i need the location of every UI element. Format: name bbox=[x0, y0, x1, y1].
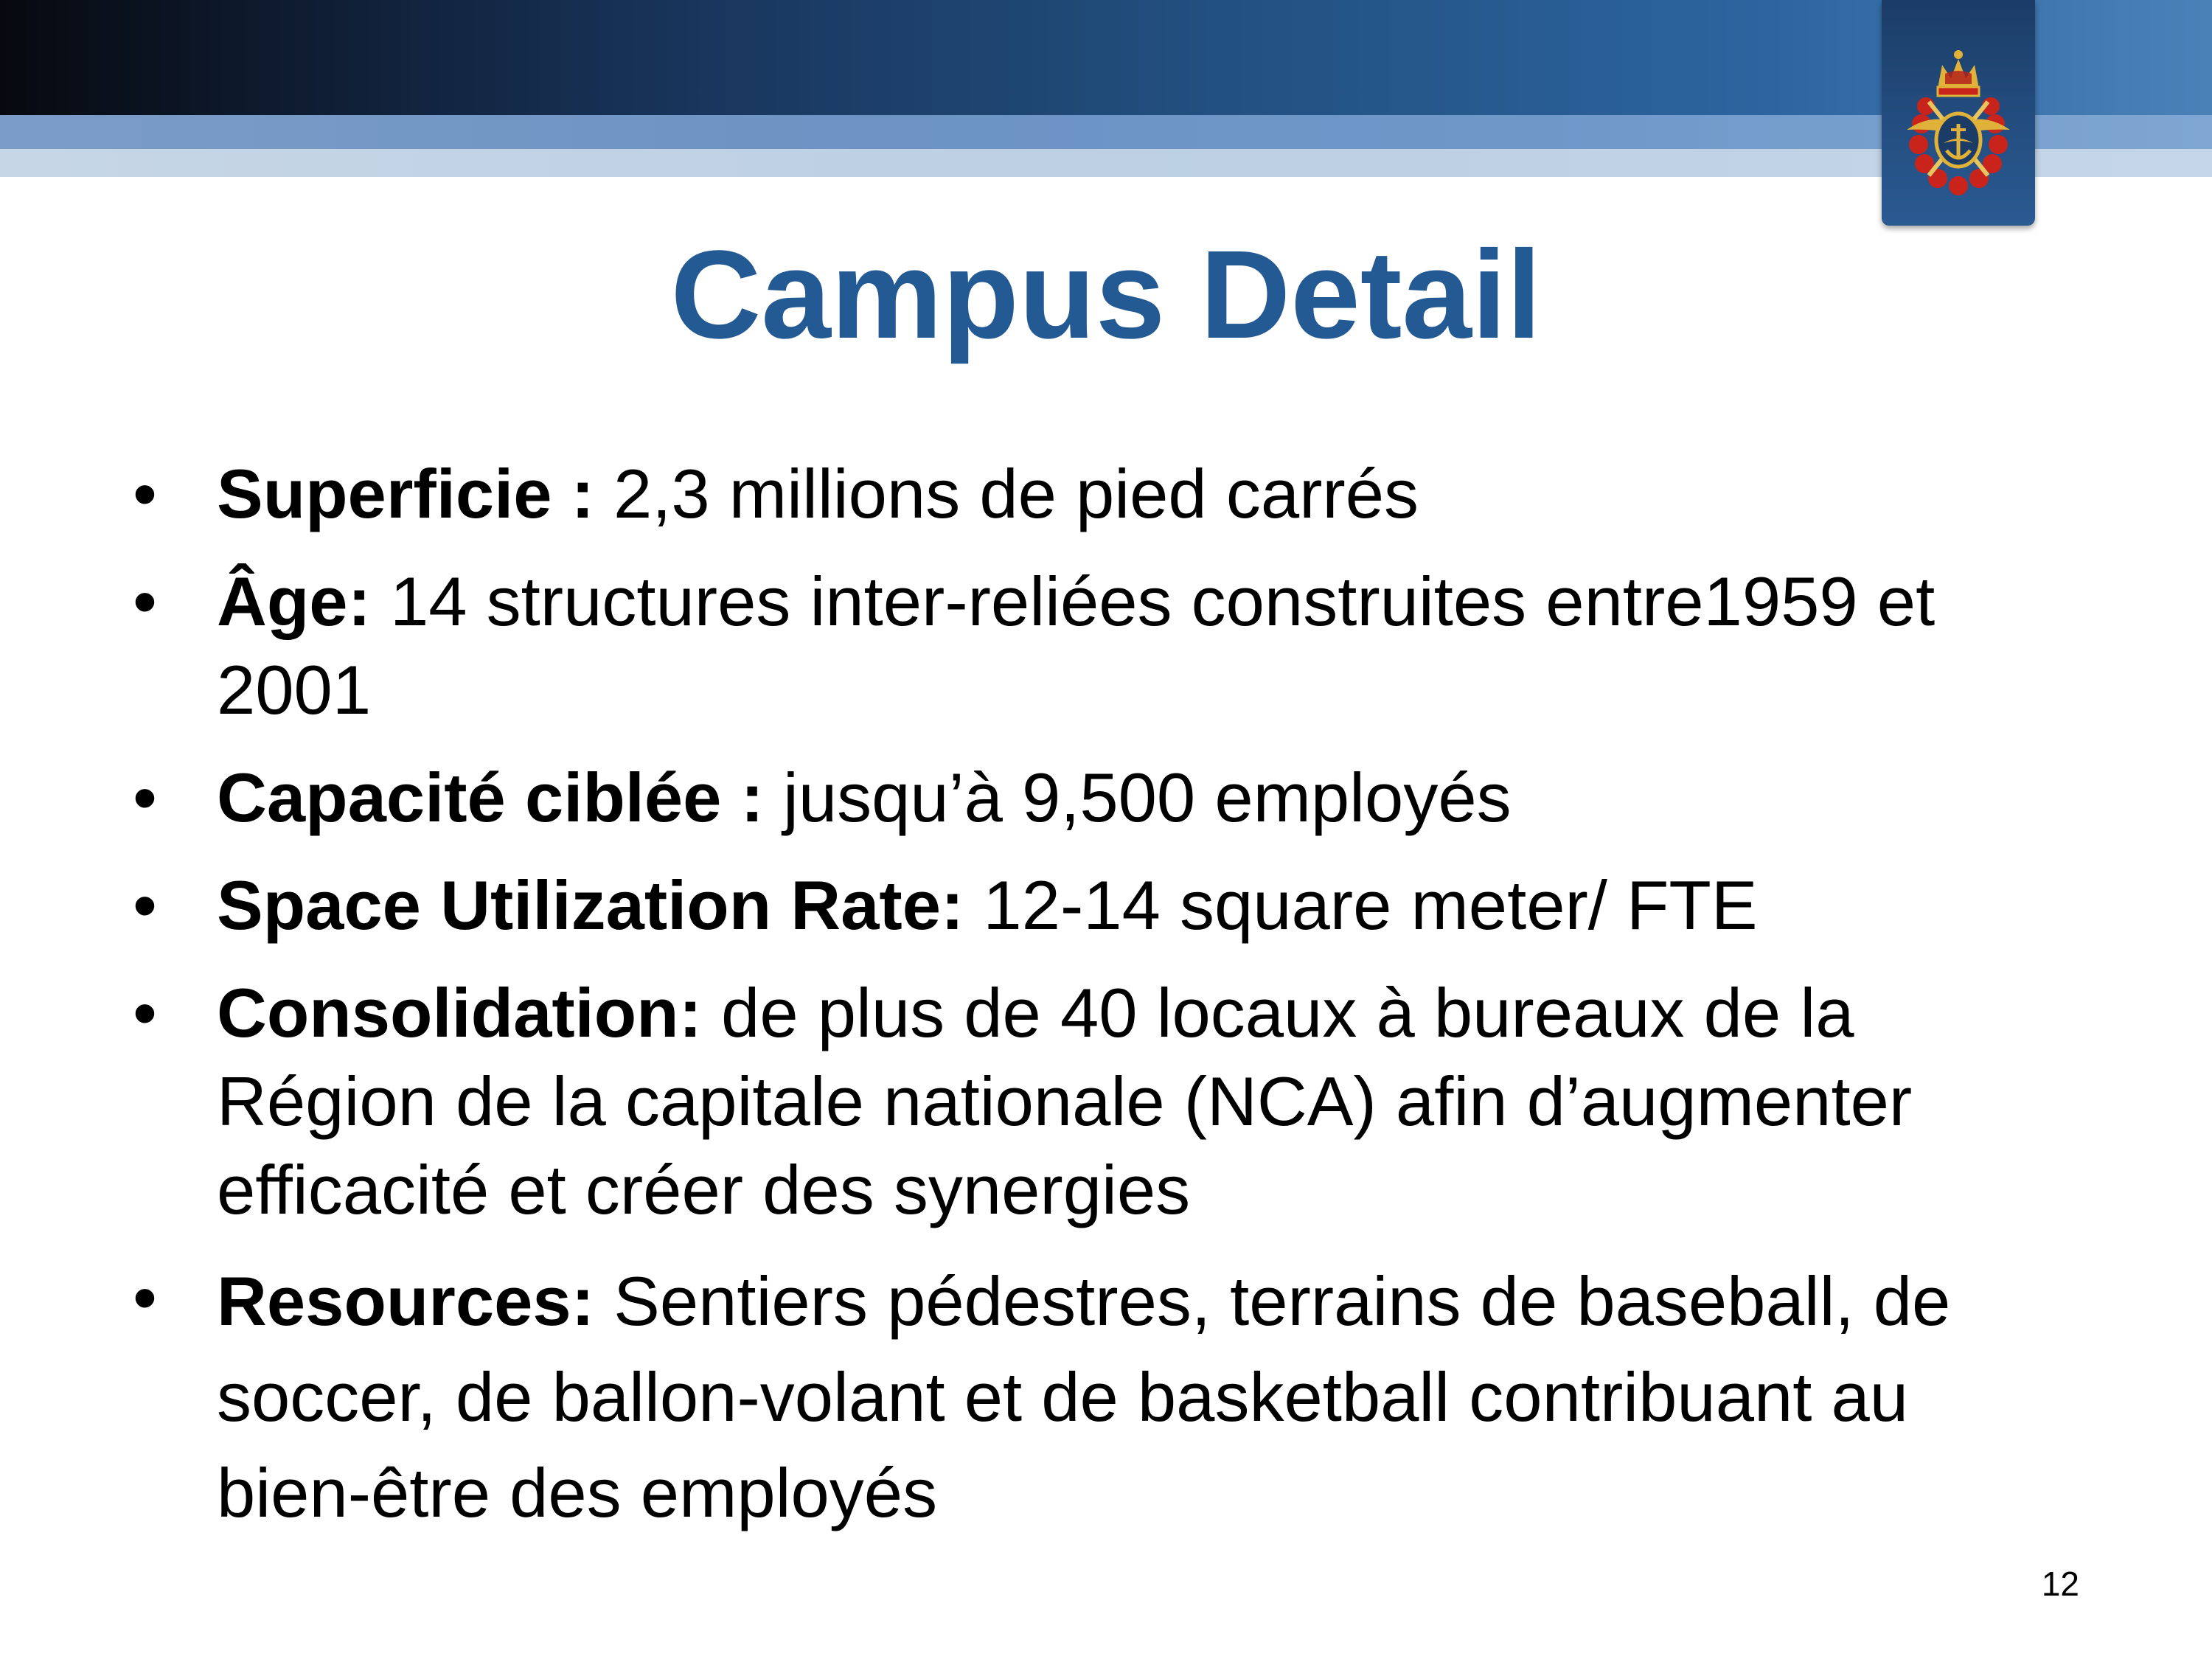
bullet-item-consolidation bbox=[133, 969, 2079, 1234]
bullet-text: Sentiers pédestres, terrains de baseball, de soccer, de ballon-volant et de basketball contribuant au bien-être des employés bbox=[217, 1262, 1951, 1531]
bullet-glyph: • bbox=[133, 866, 157, 944]
bullet-item-superficie bbox=[133, 450, 2079, 538]
header-stripe-light bbox=[0, 149, 2212, 177]
header-stripe-mid bbox=[0, 115, 2212, 149]
bullet-text: jusqu’à 9,500 employés bbox=[763, 759, 1512, 836]
bullet-text: de plus de 40 locaux à bureaux de la Région de la capitale nationale (NCA) afin d’augmenter efficacité et créer des synergies bbox=[217, 974, 1913, 1228]
slide-title: Campus Detail bbox=[670, 225, 1542, 365]
bullet-label: Space Utilization Rate: bbox=[217, 866, 964, 944]
bullet-item-capacite bbox=[133, 754, 2079, 842]
bullet-label: Capacité ciblée : bbox=[217, 759, 764, 836]
bullet-glyph: • bbox=[133, 563, 157, 640]
bullet-list bbox=[133, 450, 2079, 1560]
page-number: 12 bbox=[2041, 1565, 2079, 1603]
crest-panel bbox=[1882, 0, 2035, 226]
bullet-label: Consolidation: bbox=[217, 974, 702, 1051]
bullet-label: Âge: bbox=[217, 563, 371, 640]
bullet-glyph: • bbox=[133, 759, 157, 836]
bullet-text: 12-14 square meter/ FTE bbox=[964, 866, 1758, 944]
bullet-item-resources bbox=[133, 1253, 2079, 1541]
header-band bbox=[0, 0, 2212, 115]
bullet-text: 14 structures inter-reliées construites entre1959 et 2001 bbox=[217, 563, 1935, 728]
bullet-text: 2,3 millions de pied carrés bbox=[594, 455, 1419, 532]
bullet-item-age bbox=[133, 557, 2079, 734]
bullet-label: Resources: bbox=[217, 1262, 594, 1340]
bullet-item-space-utilization bbox=[133, 861, 2079, 950]
canadian-forces-crest-icon bbox=[1899, 35, 2017, 205]
bullet-glyph: • bbox=[133, 974, 157, 1051]
bullet-label: Superficie : bbox=[217, 455, 594, 532]
bullet-glyph: • bbox=[133, 1259, 157, 1336]
bullet-glyph: • bbox=[133, 455, 157, 532]
